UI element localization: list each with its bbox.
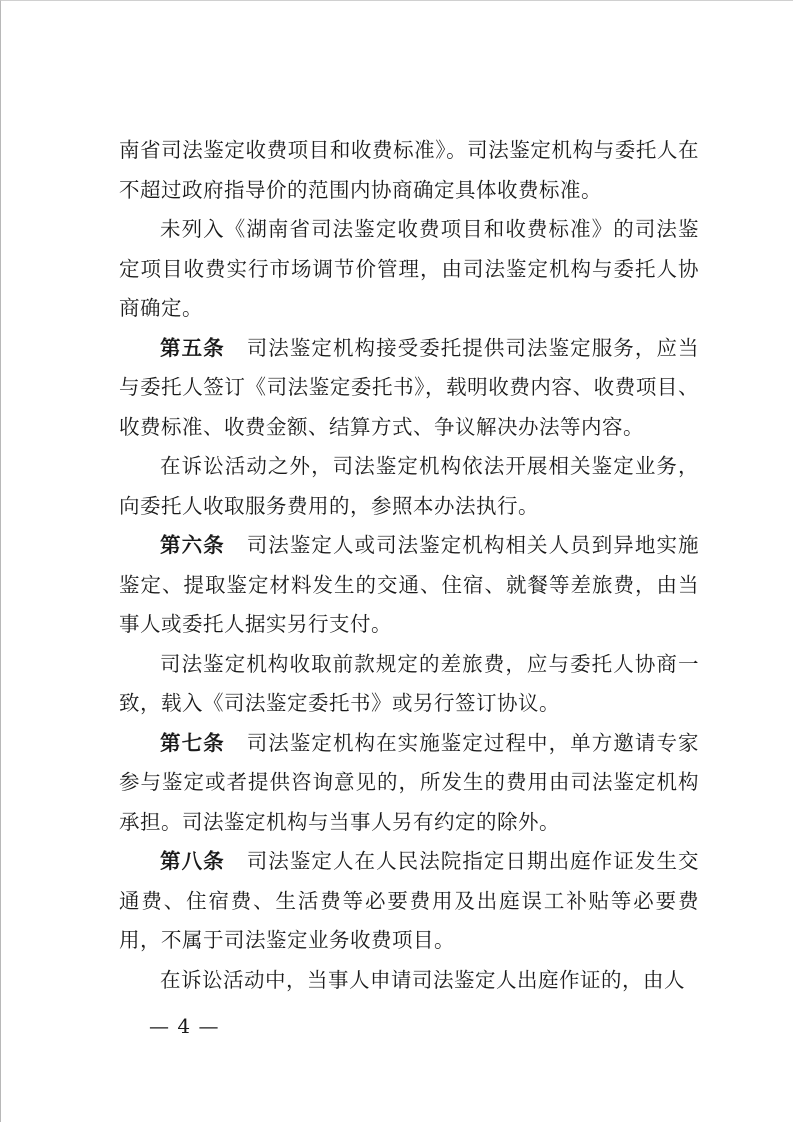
page-number: — 4 — xyxy=(149,1014,220,1038)
paragraph-text: 司法鉴定人在人民法院指定日期出庭作证发生交通费、住宿费、生活费等必要费用及出庭误工补贴等必要费用，不属于司法鉴定业务收费项目。 xyxy=(119,849,700,952)
paragraph-9 xyxy=(119,961,699,1001)
article-number: 第五条 xyxy=(160,335,225,360)
paragraph-text: 司法鉴定机构接受委托提供司法鉴定服务，应当与委托人签订《司法鉴定委托书》，载明收费内容、收费项目、收费标准、收费金额、结算方式、争议解决办法等内容。 xyxy=(119,335,700,439)
article-number: 第六条 xyxy=(160,533,225,557)
article-number: 第八条 xyxy=(160,849,225,873)
paragraph-text: 未列入《湖南省司法鉴定收费项目和收费标准》的司法鉴定项目收费实行市场调节价管理，由司法鉴定机构与委托人协商确定。 xyxy=(119,217,699,320)
paragraph-text: 在诉讼活动中，当事人申请司法鉴定人出庭作证的，由人 xyxy=(160,967,685,992)
article-number: 第七条 xyxy=(160,730,225,755)
document-body xyxy=(119,131,699,1000)
paragraph-text: 在诉讼活动之外，司法鉴定机构依法开展相关鉴定业务，向委托人收取服务费用的，参照本办法执行。 xyxy=(119,454,699,518)
paragraph-text: 司法鉴定机构收取前款规定的差旅费，应与委托人协商一致，载入《司法鉴定委托书》或另行签订协议。 xyxy=(119,651,699,715)
paragraph-6 xyxy=(119,645,699,724)
paragraph-text: 司法鉴定机构在实施鉴定过程中，单方邀请专家参与鉴定或者提供咨询意见的，所发生的费用由司法鉴定机构承担。司法鉴定机构与当事人另有约定的除外。 xyxy=(119,730,700,834)
paragraph-4 xyxy=(119,447,699,526)
paragraph-2 xyxy=(119,210,699,329)
paragraph-text: 司法鉴定人或司法鉴定机构相关人员到异地实施鉴定、提取鉴定材料发生的交通、住宿、就餐等差旅费，由当事人或委托人据实另行支付。 xyxy=(119,533,700,636)
paragraph-1 xyxy=(119,131,699,210)
article-7 xyxy=(119,724,699,843)
article-5 xyxy=(119,329,699,448)
paragraph-text: 南省司法鉴定收费项目和收费标准》。司法鉴定机构与委托人在不超过政府指导价的范围内协商确定具体收费标准。 xyxy=(119,138,699,202)
article-8 xyxy=(119,842,699,961)
article-6 xyxy=(119,526,699,645)
